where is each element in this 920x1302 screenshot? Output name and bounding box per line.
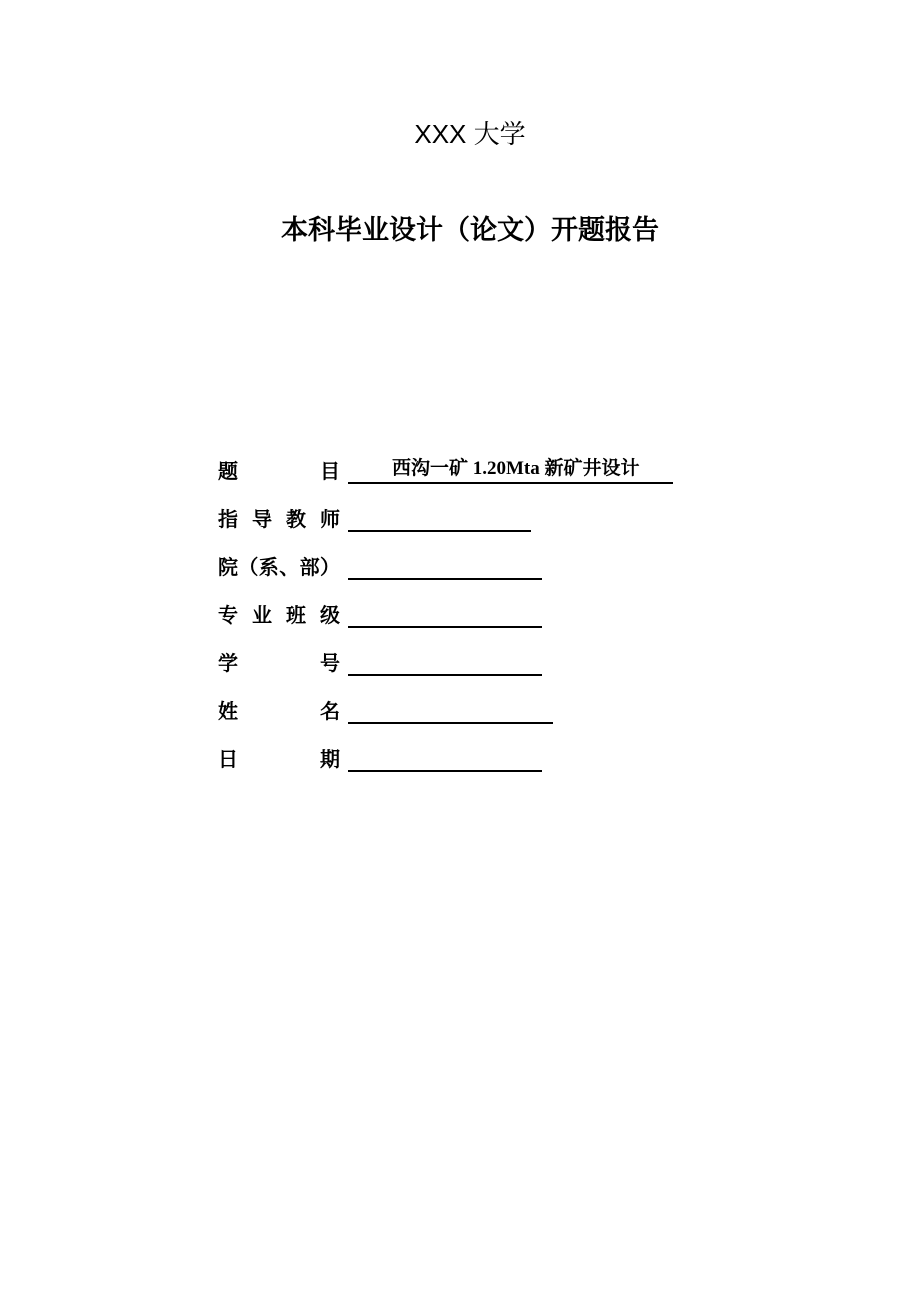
class-field[interactable] [348, 598, 542, 628]
topic-field[interactable] [348, 454, 673, 484]
department-label: 院（系、部） [218, 555, 340, 579]
department-field[interactable] [348, 550, 542, 580]
student-id-label: 学 号 [218, 651, 340, 675]
date-label: 日 期 [218, 747, 340, 771]
topic-value: 西沟一矿 1.20Mta 新矿井设计 [392, 458, 640, 479]
form-row-date [218, 740, 738, 788]
form-row-advisor [218, 500, 738, 548]
name-field[interactable] [348, 694, 553, 724]
form-row-student-id [218, 644, 738, 692]
form-row-name [218, 692, 738, 740]
student-id-field[interactable] [348, 646, 542, 676]
cover-form [218, 452, 738, 788]
name-label: 姓 名 [218, 699, 340, 723]
topic-label: 题 目 [218, 459, 340, 483]
date-field[interactable] [348, 742, 542, 772]
form-row-topic [218, 452, 738, 500]
form-row-department [218, 548, 738, 596]
university-name: XXX 大学 [414, 119, 526, 149]
form-row-class [218, 596, 738, 644]
report-title: 本科毕业设计（论文）开题报告 [281, 215, 659, 246]
advisor-label: 指 导 教 师 [218, 507, 340, 531]
advisor-field[interactable] [348, 502, 531, 532]
class-label: 专 业 班 级 [218, 603, 340, 627]
